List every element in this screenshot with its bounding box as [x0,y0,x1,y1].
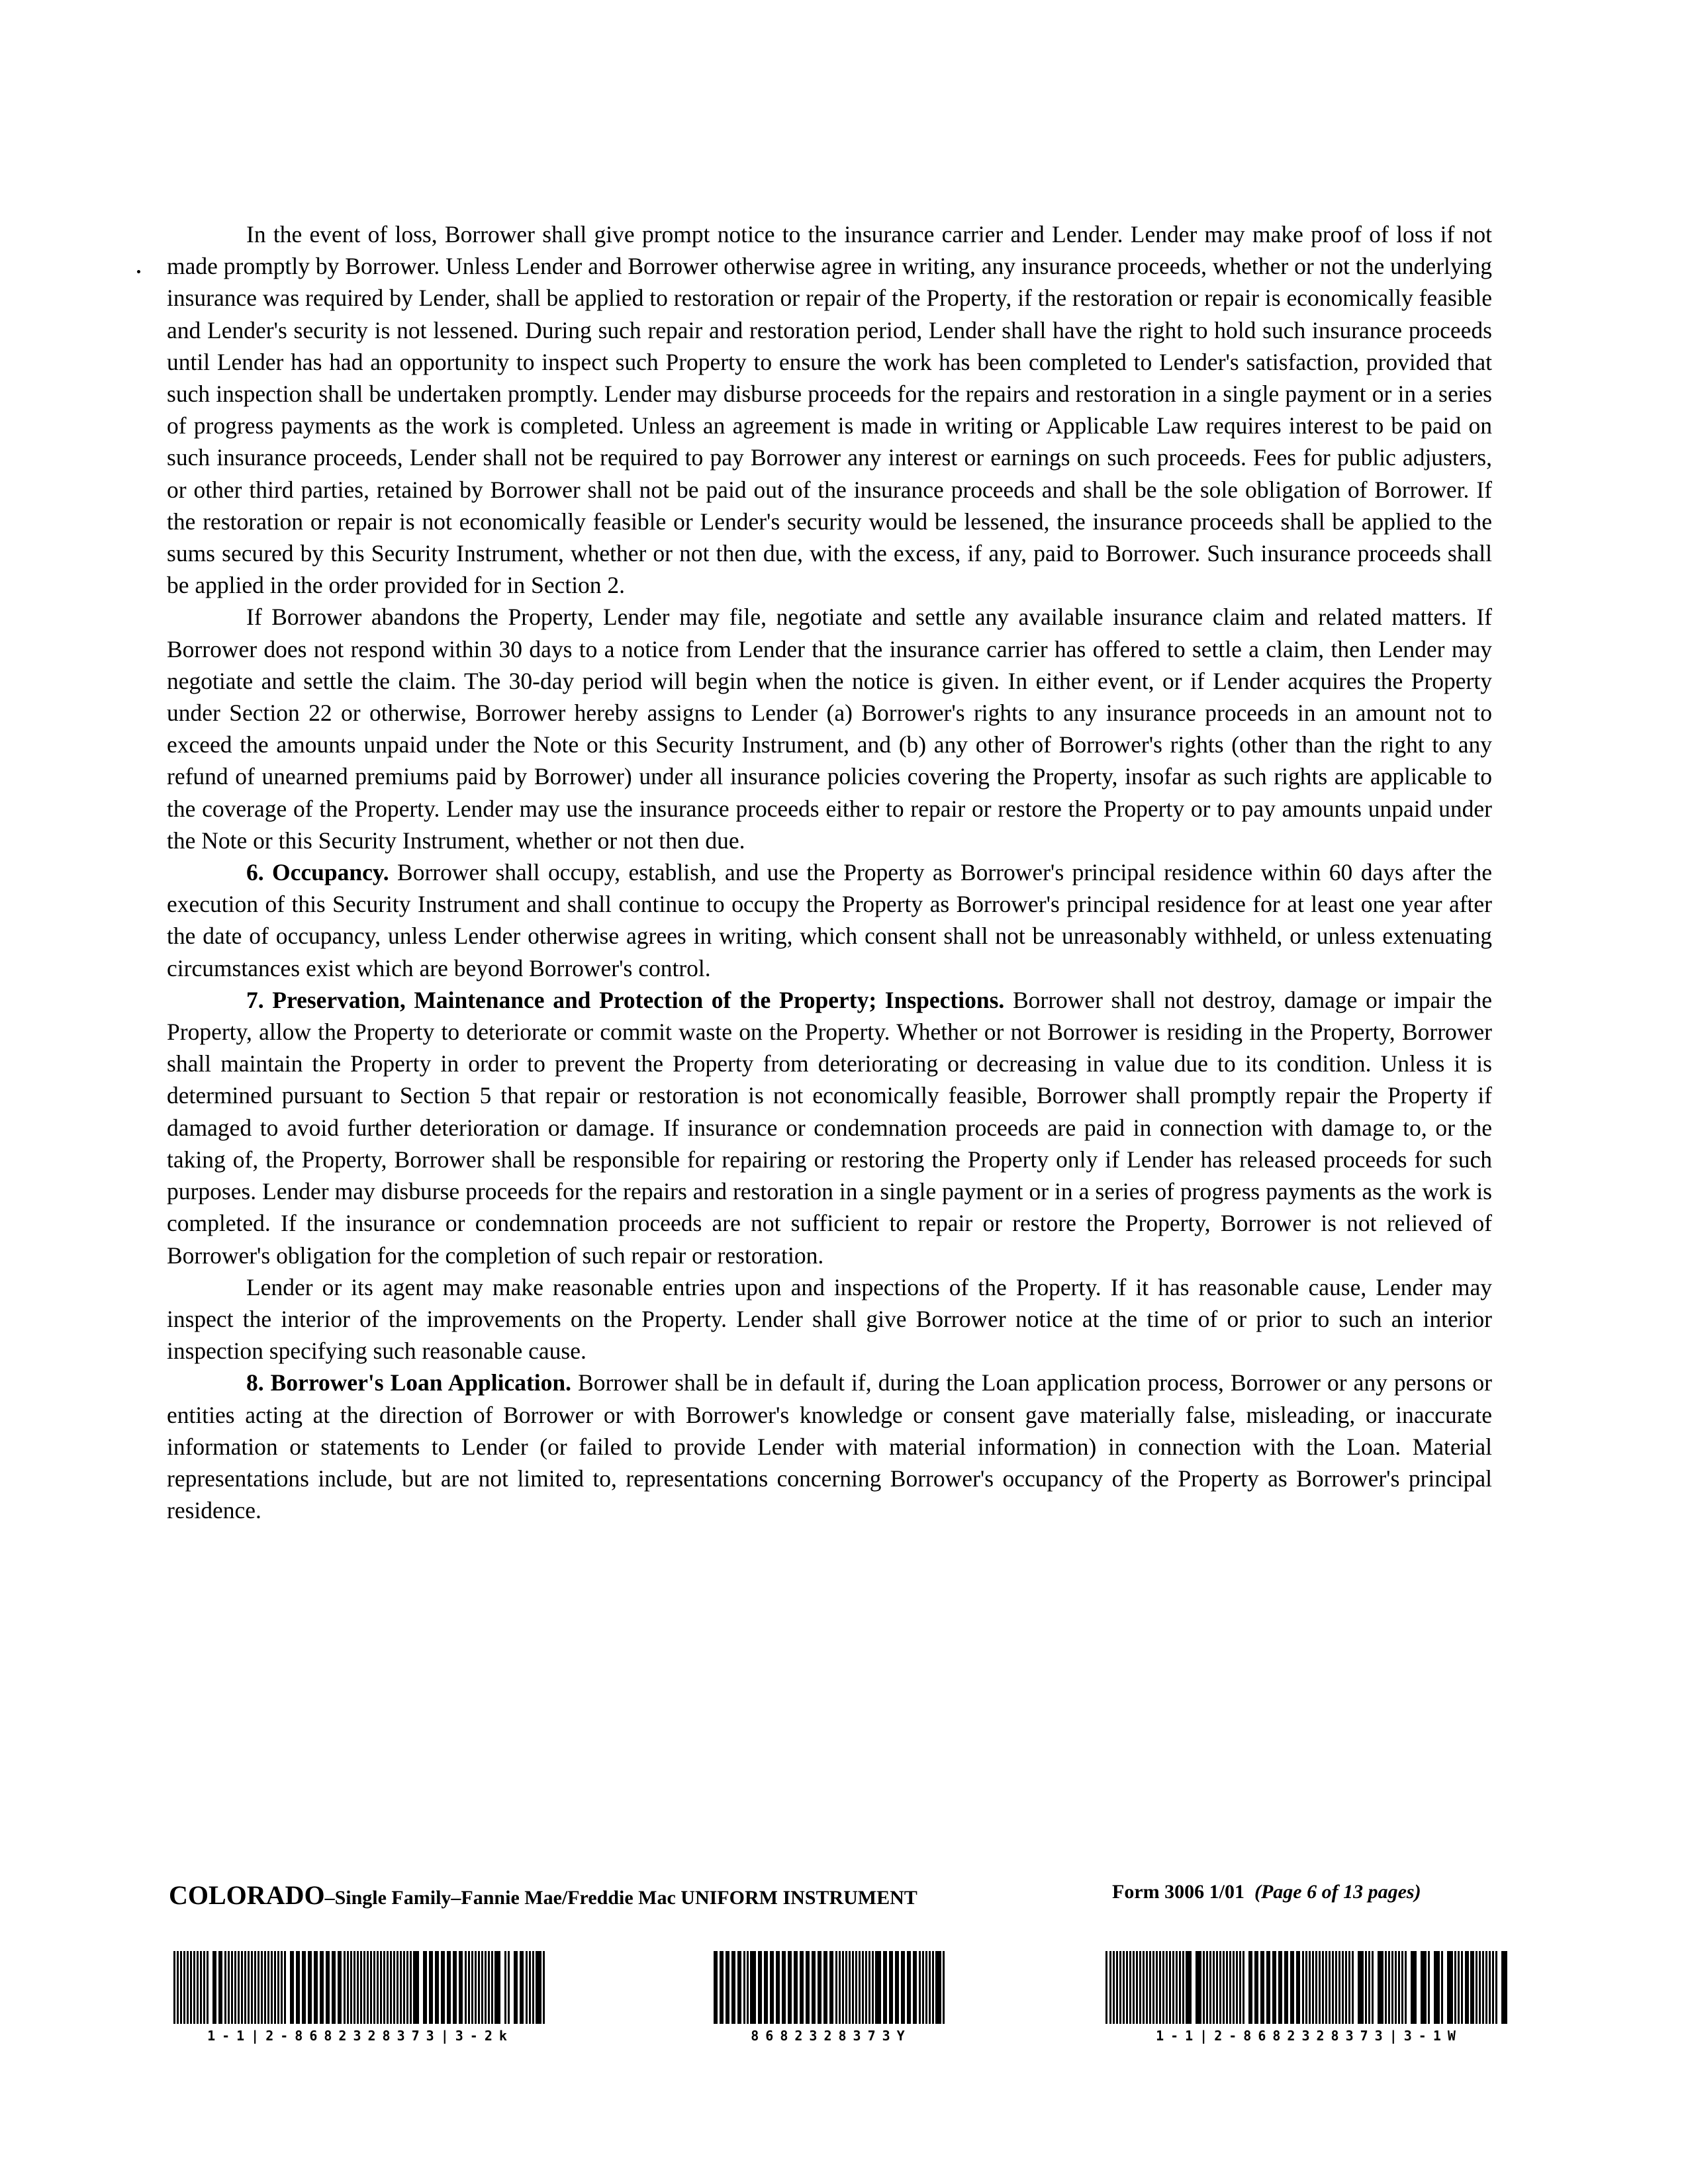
section-5-paragraph-2: If Borrower abandons the Property, Lender may file, negotiate and settle any available insurance claim and related matters. If Borrower does not respond within 30 days to a notice from Lender that the insurance carrier has offered to settle a claim, then Lender may negotiate and settle the claim. The 30-day period will begin when the notice is given. In either event, or if Lender acquires the Property under Section 22 or otherwise, Borrower hereby assigns to Lender (a) Borrower's rights to any insurance proceeds in an amount not to exceed the amounts unpaid under the Note or this Security Instrument, and (b) any other of Borrower's rights (other than the right to any refund of unearned premiums paid by Borrower) under all insurance policies covering the Property, insofar as such rights are applicable to the coverage of the Property. Lender may use the insurance proceeds either to repair or restore the Property or to pay amounts unpaid under the Note or this Security Instrument, whether or not then due. [167,604,1492,854]
section-6-paragraph [167,856,1492,984]
barcode-bars [1105,1951,1513,2024]
barcode-bar [494,1951,500,2024]
barcode-text: 8682328373Y [751,2028,912,2044]
barcode-bar [1411,1951,1417,2024]
barcode-bar [1196,1951,1201,2024]
barcode-bar [1501,1951,1507,2024]
barcode-bar [750,1951,756,2024]
section-8-text: Borrower shall be in default if, during the Loan application process, Borrower or any persons or entities acting at the direction of Borrower or with Borrower's knowledge or consent gave materially false, misleading, or inaccurate information or statements to Lender (or failed to provide Lender with material information) in connection with the Loan. Material representations include, but are not limited to, representations concerning Borrower's occupancy of the Property as Borrower's principal residence. [167,1369,1492,1524]
barcode-bar [935,1951,941,2024]
footer-instrument: –Single Family–Fannie Mae/Freddie Mac UNIFORM INSTRUMENT [324,1887,917,1909]
barcode-right [1105,1951,1513,2044]
barcode-bar [875,1951,881,2024]
section-6-heading: 6. Occupancy. [246,859,389,886]
barcode-bar [1186,1951,1192,2024]
barcode-bar [413,1951,419,2024]
section-8-heading: 8. Borrower's Loan Application. [246,1369,572,1396]
section-5-paragraph-1: In the event of loss, Borrower shall give prompt notice to the insurance carrier and Lender. Lender may make proof of loss if not made promptly by Borrower. Unless Lender and Borrower otherwise agree in writing, any insurance proceeds, whether or not the underlying insurance was required by Lender, shall be applied to restoration or repair of the Property, if the restoration or repair is economically feasible and Lender's security is not lessened. During such repair and restoration period, Lender shall have the right to hold such insurance proceeds until Lender has had an opportunity to inspect such Property to ensure the work has been completed to Lender's satisfaction, provided that such inspection shall be undertaken promptly. Lender may disburse proceeds for the repairs and restoration in a single payment or in a series of progress payments as the work is completed. Unless an agreement is made in writing or Applicable Law requires interest to be paid on such insurance proceeds, Lender shall not be required to pay Borrower any interest or earnings on such proceeds. Fees for public adjusters, or other third parties, retained by Borrower shall not be paid out of the insurance proceeds and shall be the sole obligation of Borrower. If the restoration or repair is not economically feasible or Lender's security would be lessened, the insurance proceeds shall be applied to the sums secured by this Security Instrument, whether or not then due, with the excess, if any, paid to Borrower. Such insurance proceeds shall be applied in the order provided for in Section 2. [167,221,1492,599]
barcode-gap [1507,1951,1511,2024]
barcode-bar [1378,1951,1383,2024]
barcode-center [714,1951,949,2044]
stray-mark [137,270,140,273]
document-body [167,218,1492,1526]
barcode-bar [1358,1951,1364,2024]
section-6-text: Borrower shall occupy, establish, and use the Property as Borrower's principal residence within 60 days after the execution of this Security Instrument and shall continue to occupy the Property as Borrower's principal residence for at least one year after the date of occupancy, unless Lender otherwise agrees in writing, which consent shall not be unreasonably withheld, or unless extenuating circumstances exist which are beyond Borrower's control. [167,859,1492,981]
barcode-bar [1447,1951,1453,2024]
barcode-text: 1-1|2-8682328373|3-1W [1156,2028,1462,2044]
barcode-bars [714,1951,949,2024]
barcode-bar [543,1951,545,2024]
barcode-bar [1421,1951,1427,2024]
footer-form-number: Form 3006 1/01 [1112,1881,1244,1903]
barcode-text: 1-1|2-8682328373|3-2k [207,2028,514,2044]
section-7-paragraph-2: Lender or its agent may make reasonable entries upon and inspections of the Property. If it has reasonable cause, Lender may inspect the interior of the improvements on the Property. Lender shall give Borrower notice at the time of or prior to such an interior inspection specifying such reasonable cause. [167,1273,1492,1365]
section-7-paragraph-1 [167,984,1492,1271]
barcode-bar [943,1951,945,2024]
footer-page-number: (Page 6 of 13 pages) [1254,1881,1421,1903]
footer-form-info [1112,1881,1421,1903]
footer-state: COLORADO [169,1880,325,1910]
barcode-bar [536,1951,541,2024]
section-7-heading: 7. Preservation, Maintenance and Protection of the Property; Inspections. [246,986,1005,1013]
barcode-bars [173,1951,547,2024]
section-8-paragraph [167,1367,1492,1526]
barcode-left [173,1951,547,2044]
section-7-text: Borrower shall not destroy, damage or impair the Property, allow the Property to deteriorate or commit waste on the Property. Whether or not Borrower is residing in the Property, Borrower shall maintain the Property in order to prevent the Property from deteriorating or decreasing in value due to its condition. Unless it is determined pursuant to Section 5 that repair or restoration is not economically feasible, Borrower shall promptly repair the Property if damaged to avoid further deterioration or damage. If insurance or condemnation proceeds are paid in connection with damage to, or the taking of, the Property, Borrower shall be responsible for repairing or restoring the Property only if Lender has released proceeds for such purposes. Lender may disburse proceeds for the repairs and restoration in a single payment or in a series of progress payments as the work is completed. If the insurance or condemnation proceeds are not sufficient to repair or restore the Property, Borrower is not relieved of Borrower's obligation for the completion of such repair or restoration. [167,986,1492,1269]
footer-instrument-title [169,1880,917,1911]
barcode-bar [1434,1951,1440,2024]
